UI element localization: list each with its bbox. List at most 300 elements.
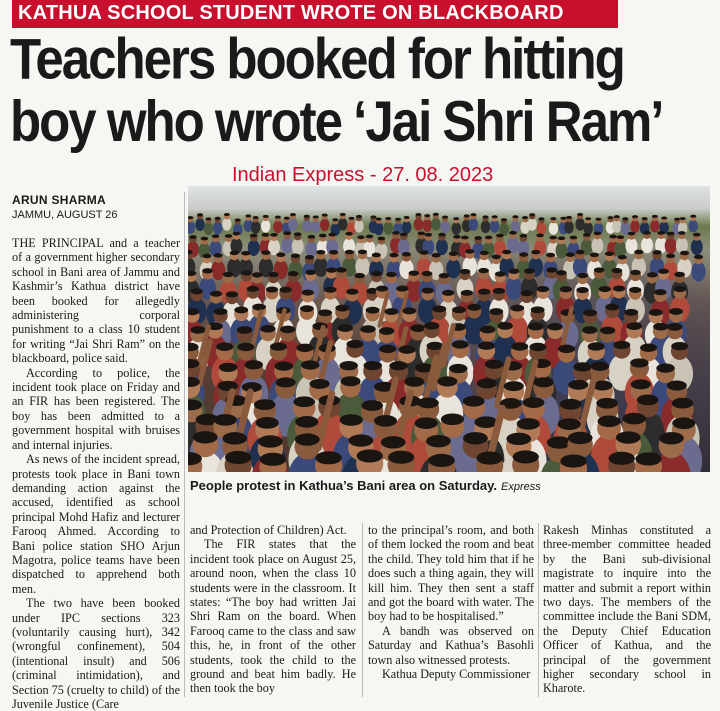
crowd-figure-hair (224, 213, 230, 216)
crowd-figure-hair (415, 213, 421, 216)
photo-caption-text: People protest in Kathua’s Bani area on Saturday. (190, 478, 497, 493)
crowd-figure-hair (501, 218, 507, 221)
crowd-figure-hair (340, 376, 360, 386)
crowd-figure-hair (576, 287, 588, 293)
crowd-figure-hair (392, 231, 400, 235)
crowd-figure-hair (549, 236, 557, 240)
crowd-figure-body (338, 218, 348, 231)
kicker-text: KATHUA SCHOOL STUDENT WROTE ON BLACKBOARD (18, 2, 564, 25)
source-stamp: Indian Express - 27. 08. 2023 (232, 164, 493, 187)
crowd-figure-hair (643, 231, 651, 235)
crowd-figure-hair (191, 326, 206, 334)
headline-line-2: boy who wrote ‘Jai Shri Ram’ (10, 91, 710, 154)
crowd-figure-hair (661, 217, 667, 220)
crowd-figure-hair (667, 381, 687, 391)
crowd-figure-hair (560, 455, 586, 468)
crowd-figure-hair (347, 340, 364, 348)
crowd-figure-hair (326, 267, 337, 272)
crowd-figure-hair (425, 233, 433, 237)
crowd-figure-hair (640, 344, 657, 352)
crowd-figure-body (564, 221, 574, 234)
dateline: JAMMU, AUGUST 26 (12, 209, 118, 221)
crowd-figure-hair (370, 215, 376, 218)
crowd-figure-hair (659, 432, 684, 444)
crowd-figure-hair (524, 268, 535, 273)
crowd-figure-hair (622, 217, 628, 220)
crowd-figure-hair (424, 214, 430, 217)
crowd-figure-hair (649, 309, 663, 316)
article-column-2 (190, 523, 356, 696)
crowd-figure-body (305, 241, 317, 257)
crowd-figure-body (195, 218, 205, 231)
crowd-figure-hair (582, 326, 597, 334)
crowd-figure-hair (624, 309, 638, 316)
crowd-figure-hair (308, 235, 316, 239)
article-column-1 (12, 236, 180, 711)
crowd-figure-hair (304, 215, 310, 218)
crowd-figure-hair (635, 452, 661, 465)
crowd-figure-hair (348, 217, 354, 220)
headline (10, 28, 710, 153)
crowd-figure-hair (372, 253, 381, 258)
crowd-figure-hair (442, 290, 454, 296)
crowd-figure-hair (252, 304, 266, 311)
crowd-figure-hair (441, 413, 464, 425)
crowd-figure-hair (202, 254, 211, 259)
crowd-figure-hair (556, 270, 567, 275)
crowd-figure-hair (510, 305, 524, 312)
crowd-figure-hair (290, 213, 296, 216)
photo-credit: Express (501, 481, 541, 493)
crowd-figure-body (292, 238, 304, 254)
crowd-figure-hair (680, 217, 686, 220)
crowd-figure-body (440, 220, 450, 233)
crowd-figure-hair (376, 286, 388, 292)
crowd-figure-hair (400, 232, 408, 236)
crowd-figure-hair (522, 216, 528, 219)
crowd-figure-hair (385, 217, 391, 220)
crowd-figure-hair (513, 450, 539, 463)
crowd-figure-hair (658, 269, 669, 274)
crowd-figure-hair (595, 218, 601, 221)
crowd-figure-body (384, 222, 394, 235)
crowd-figure-hair (237, 343, 254, 351)
crowd-figure-hair (437, 376, 457, 386)
crowd-figure-hair (583, 309, 597, 316)
crowd-figure-hair (313, 215, 319, 218)
crowd-figure-hair (429, 454, 455, 467)
crowd-figure-body (402, 221, 412, 234)
crowd-figure-hair (332, 218, 338, 221)
crowd-figure-hair (477, 451, 503, 464)
crowd-figure-hair (607, 216, 613, 219)
crowd-figure-hair (379, 345, 396, 353)
crowd-figure-hair (666, 254, 675, 259)
crowd-figure-hair (395, 218, 401, 221)
crowd-figure-hair (627, 322, 642, 330)
crowd-figure-hair (600, 327, 615, 335)
crowd-figure-body (320, 218, 330, 231)
crowd-figure-hair (294, 232, 302, 236)
crowd-figure-hair (288, 271, 299, 276)
crowd-figure-hair (410, 324, 425, 332)
crowd-figure-hair (583, 233, 591, 237)
crowd-figure-hair (672, 417, 695, 429)
crowd-figure-hair (558, 236, 566, 240)
crowd-figure-hair (396, 285, 408, 291)
crowd-figure-hair (201, 237, 209, 241)
crowd-figure-body (251, 221, 261, 234)
crowd-figure-hair (480, 251, 489, 256)
crowd-figure-hair (680, 251, 689, 256)
crowd-figure-body (414, 218, 424, 231)
crowd-figure-hair (270, 342, 287, 350)
crowd-figure-hair (305, 270, 316, 275)
paragraph: A bandh was observed on Saturday and Kathua’s Basohli town also witnessed protests. (368, 624, 534, 667)
crowd-figure-hair (631, 379, 651, 389)
crowd-figure-hair (453, 217, 459, 220)
crowd-figure-hair (654, 289, 666, 295)
crowd-figure-hair (258, 435, 283, 447)
crowd-figure-hair (509, 269, 520, 274)
paragraph: THE PRINCIPAL and a teacher of a government higher secondary school in Bani area of Jammu and Kashmir’s Kathua district have been booked for allegedly administering corporal punishment to a class 10 student for writing “Jai Shri Ram” on the blackboard, police said. (12, 236, 180, 366)
crowd-figure-hair (690, 215, 696, 218)
crowd-figure-hair (417, 398, 439, 409)
crowd-figure-hair (275, 361, 293, 370)
crowd-figure-hair (504, 381, 524, 391)
crowd-figure-hair (345, 232, 353, 236)
crowd-figure-hair (356, 215, 362, 218)
crowd-figure-hair (439, 273, 450, 278)
byline: ARUN SHARMA (12, 193, 106, 207)
crowd-figure-hair (385, 308, 399, 315)
crowd-figure-hair (467, 304, 481, 311)
crowd-figure-hair (234, 307, 248, 314)
crowd-figure-hair (452, 306, 466, 313)
crowd-figure-hair (470, 213, 476, 216)
crowd-figure-body (281, 237, 293, 253)
crowd-figure-hair (361, 400, 383, 411)
crowd-figure-hair (433, 213, 439, 216)
crowd-figure-hair (214, 253, 223, 258)
crowd-figure-hair (266, 287, 278, 293)
headline-line-1: Teachers booked for hitting (10, 28, 710, 91)
crowd-figure-hair (389, 361, 407, 370)
column-rule (362, 523, 363, 697)
crowd-figure-hair (202, 268, 213, 273)
crowd-figure-body (591, 237, 603, 253)
crowd-figure-hair (280, 326, 295, 334)
crowd-figure-hair (245, 214, 251, 217)
crowd-figure-hair (295, 416, 318, 428)
crowd-figure-body (537, 222, 547, 235)
crowd-figure-hair (653, 250, 662, 255)
crowd-figure-body (630, 220, 640, 233)
crowd-figure-body (527, 218, 537, 231)
crowd-figure-body (311, 220, 321, 233)
crowd-figure-hair (577, 273, 588, 278)
crowd-figure-hair (546, 253, 555, 258)
crowd-figure-hair (534, 377, 554, 387)
crowd-figure-hair (402, 252, 411, 257)
crowd-figure-hair (474, 236, 482, 240)
crowd-figure-body (423, 219, 433, 232)
crowd-figure-hair (252, 272, 263, 277)
crowd-figure-hair (225, 234, 233, 238)
crowd-figure-hair (319, 234, 327, 238)
crowd-figure-hair (477, 378, 497, 388)
crowd-figure-hair (241, 251, 250, 256)
crowd-figure-body (556, 242, 568, 258)
crowd-figure-body (436, 239, 448, 255)
crowd-figure-hair (275, 216, 281, 219)
crowd-figure-hair (576, 250, 585, 255)
crowd-figure-hair (205, 217, 211, 220)
crowd-figure-hair (223, 272, 234, 277)
crowd-figure-hair (399, 345, 416, 353)
crowd-figure-hair (566, 252, 575, 257)
crowd-figure-hair (538, 217, 544, 220)
paragraph: and Protection of Children) Act. (190, 523, 356, 537)
crowd-figure-body (505, 277, 522, 300)
crowd-figure-hair (634, 250, 643, 255)
crowd-figure-hair (509, 231, 517, 235)
crowd-figure-body (288, 218, 298, 231)
crowd-figure-hair (463, 396, 485, 407)
crowd-figure-hair (558, 418, 581, 430)
paragraph: Kathua Deputy Commissioner (368, 667, 534, 681)
crowd-figure-hair (189, 235, 197, 239)
crowd-figure-hair (226, 291, 238, 297)
crowd-figure-hair (674, 272, 685, 277)
crowd-figure-hair (230, 251, 239, 256)
crowd-figure-hair (671, 342, 688, 350)
crowd-figure-hair (315, 451, 341, 464)
crowd-figure-hair (335, 305, 349, 312)
crowd-figure-hair (328, 233, 336, 237)
crowd-figure-body (222, 218, 232, 231)
crowd-figure-hair (424, 322, 439, 330)
crowd-figure-body (689, 219, 699, 232)
crowd-figure-hair (318, 309, 332, 316)
crowd-figure-hair (237, 326, 252, 334)
crowd-figure-hair (628, 232, 636, 236)
crowd-figure-hair (614, 215, 620, 218)
crowd-figure-hair (630, 358, 648, 367)
crowd-figure-hair (560, 286, 572, 292)
crowd-figure-hair (302, 290, 314, 296)
crowd-figure-hair (492, 215, 498, 218)
protest-photo (188, 186, 710, 472)
crowd-figure-hair (547, 323, 562, 331)
crowd-figure-hair (418, 231, 426, 235)
crowd-figure-hair (519, 252, 528, 257)
crowd-figure-hair (404, 377, 424, 387)
crowd-figure-hair (432, 306, 446, 313)
crowd-figure-hair (647, 272, 658, 277)
crowd-figure-hair (241, 270, 252, 275)
crowd-figure-body (213, 222, 223, 235)
crowd-figure-hair (566, 216, 572, 219)
crowd-figure-hair (570, 236, 578, 240)
crowd-figure-body (612, 220, 622, 233)
crowd-figure-hair (573, 362, 591, 371)
crowd-figure-hair (305, 255, 314, 260)
paragraph: The two have been booked under IPC sections 323 (voluntarily causing hurt), 342 (wrongful confinement), 504 (intentional insult) and 506 (criminal intimidation), and Section 75 (cruelty to child) of the Juvenile Justice (Care (12, 596, 180, 711)
crowd-figure-hair (529, 343, 546, 351)
crowd-figure-hair (215, 217, 221, 220)
crowd-figure-hair (609, 235, 617, 239)
crowd-figure-hair (588, 342, 605, 350)
crowd-figure-hair (496, 234, 504, 238)
crowd-figure-body (665, 238, 677, 254)
crowd-figure-hair (489, 308, 503, 315)
crowd-figure-hair (531, 306, 545, 313)
crowd-figure-hair (432, 253, 441, 258)
crowd-figure-hair (360, 325, 375, 333)
crowd-figure-hair (653, 323, 668, 331)
crowd-figure-hair (247, 286, 259, 292)
crowd-figure-hair (366, 235, 374, 239)
crowd-figure-hair (560, 217, 566, 220)
crowd-figure-body (374, 222, 384, 235)
crowd-figure-hair (349, 434, 374, 446)
crowd-figure-hair (357, 449, 383, 462)
column-rule (184, 192, 185, 697)
crowd-figure-body (261, 220, 271, 233)
crowd-figure-hair (212, 234, 220, 238)
crowd-figure-hair (438, 233, 446, 237)
crowd-figure-hair (512, 215, 518, 218)
crowd-figure-hair (379, 327, 394, 335)
crowd-figure-hair (531, 250, 540, 255)
crowd-figure-hair (366, 307, 380, 314)
crowd-figure-hair (378, 237, 386, 241)
crowd-figure-hair (597, 415, 620, 427)
crowd-figure-hair (270, 233, 278, 237)
crowd-figure-hair (669, 308, 683, 315)
crowd-figure-hair (235, 218, 241, 221)
crowd-figure-hair (415, 417, 438, 429)
paragraph: As news of the incident spread, protests took place in Bani town demanding action against the accused, identified as school principal Mohd Hafiz and lecturer Farooq Ahmed. According to Bani police station SHO Arjun Magotra, police teams have been dispatched to apprehend both men. (12, 452, 180, 596)
crowd-figure-hair (197, 213, 203, 216)
crowd-figure-hair (346, 289, 358, 295)
crowd-figure-hair (517, 418, 540, 430)
crowd-figure-hair (354, 273, 365, 278)
crowd-figure-hair (617, 235, 625, 239)
crowd-figure-hair (520, 234, 528, 238)
crowd-illustration (188, 186, 710, 472)
crowd-figure-hair (506, 433, 531, 445)
crowd-figure-hair (409, 270, 420, 275)
crowd-figure-hair (453, 235, 461, 239)
crowd-figure-hair (260, 453, 286, 466)
crowd-figure-hair (642, 217, 648, 220)
crowd-figure-hair (536, 233, 544, 237)
crowd-figure-hair (295, 433, 320, 445)
crowd-figure-hair (310, 379, 330, 389)
crowd-figure-hair (254, 399, 276, 410)
crowd-figure-hair (537, 286, 549, 292)
article-column-4 (543, 523, 711, 696)
crowd-figure-hair (283, 231, 291, 235)
crowd-figure-hair (674, 286, 686, 292)
paragraph: The FIR states that the incident took place on August 25, around noon, when the class 10 students were in the classroom. It states: “The boy had written Jai Shri Ram on the board. When Farooq came to the class and saw this, he, in front of the other students, took the child to the ground and beat him badly. He then took the boy (190, 537, 356, 695)
crowd-figure-hair (511, 342, 528, 350)
crowd-figure-hair (404, 216, 410, 219)
crowd-figure-hair (493, 288, 505, 294)
crowd-figure-hair (419, 250, 428, 255)
paragraph: to the principal’s room, and both of them locked the room and beat the child. They told him that if he does such a thing again, they will kill him. They then sent a staff and got the board with water. The boy had to be hospitalised.” (368, 523, 534, 624)
crowd-figure-hair (560, 399, 582, 410)
crowd-figure-hair (672, 398, 694, 409)
paragraph: Rakesh Minhas constituted a three-member committee headed by the Bani sub-divisional magistrate to inquire into the matter and submit a report within two days. The members of the committee include the Bani SDM, the Deputy Chief Education Officer of Kathua, and the principal of the government higher secondary school in Kharote. (543, 523, 711, 696)
crowd-figure-hair (605, 304, 619, 311)
crowd-figure-hair (261, 250, 270, 255)
crowd-figure-hair (262, 233, 270, 237)
crowd-figure-hair (637, 394, 659, 405)
crowd-figure-body (583, 222, 593, 235)
crowd-figure-hair (357, 235, 365, 239)
crowd-figure-hair (656, 364, 674, 373)
crowd-figure-hair (613, 341, 630, 349)
crowd-figure-hair (623, 413, 646, 425)
crowd-figure-body (549, 222, 559, 235)
crowd-figure-hair (480, 326, 495, 334)
crowd-figure-body (431, 218, 441, 231)
crowd-figure-body (354, 220, 364, 233)
crowd-figure-hair (422, 287, 434, 293)
crowd-figure-hair (263, 215, 269, 218)
crowd-figure-hair (616, 431, 641, 443)
crowd-figure-hair (613, 285, 625, 291)
crowd-figure-hair (609, 452, 635, 465)
crowd-figure-hair (568, 380, 588, 390)
kicker-banner (0, 0, 720, 28)
crowd-figure-body (188, 221, 195, 234)
crowd-figure-hair (214, 308, 228, 315)
crowd-figure-body (302, 219, 312, 232)
crowd-figure-body (650, 220, 660, 233)
crowd-figure-hair (485, 236, 493, 240)
crowd-figure-hair (225, 451, 251, 464)
crowd-figure-hair (216, 343, 233, 351)
crowd-figure-hair (250, 234, 258, 238)
crowd-figure-hair (337, 324, 352, 332)
crowd-figure-hair (495, 271, 506, 276)
crowd-figure-hair (523, 397, 545, 408)
crowd-figure-hair (550, 217, 556, 220)
crowd-figure-hair (461, 236, 469, 240)
crowd-figure-hair (322, 214, 328, 217)
crowd-figure-hair (558, 345, 575, 353)
crowd-figure-body (469, 218, 479, 231)
crowd-figure-hair (483, 215, 489, 218)
crowd-figure-hair (529, 213, 535, 216)
crowd-figure-hair (245, 360, 263, 369)
crowd-figure-hair (632, 215, 638, 218)
crowd-figure-hair (630, 270, 641, 275)
crowd-figure-hair (678, 231, 686, 235)
crowd-figure-hair (478, 341, 495, 349)
crowd-figure-body (481, 220, 491, 233)
crowd-figure-hair (528, 323, 543, 331)
crowd-figure-hair (605, 251, 614, 256)
crowd-figure-hair (502, 250, 511, 255)
crowd-figure-hair (219, 363, 237, 372)
crowd-figure-hair (460, 269, 471, 274)
crowd-figure-hair (345, 250, 354, 255)
